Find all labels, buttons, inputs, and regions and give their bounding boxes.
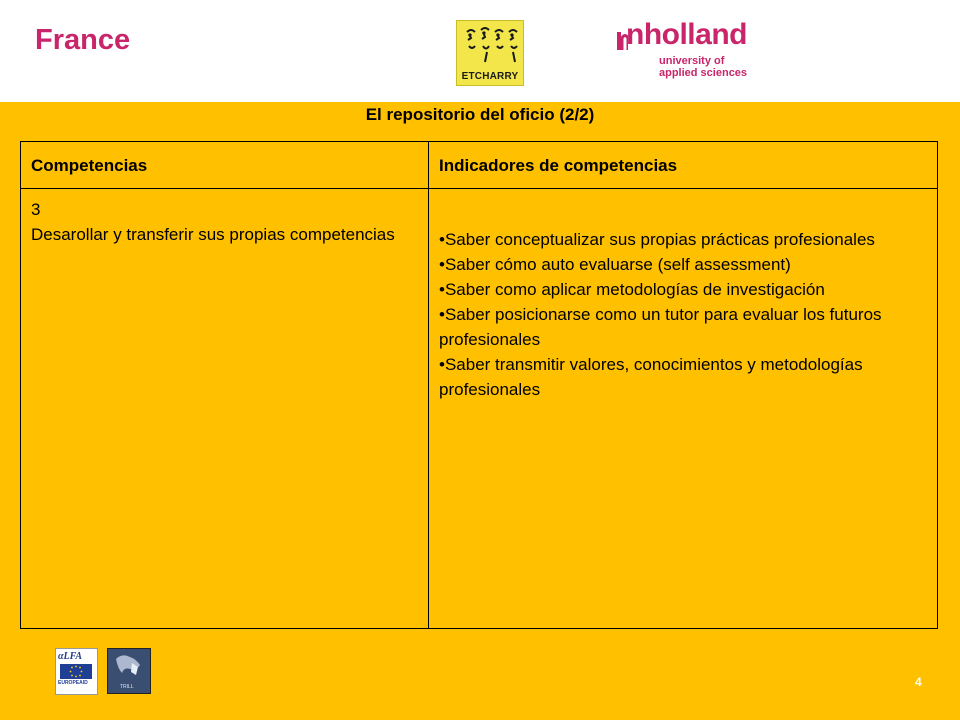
header-band [0,0,960,102]
column-header-competencias: Competencias [21,142,429,189]
trill-logo [107,648,151,694]
etcharry-logo [456,20,524,86]
indicators-cell [429,189,938,629]
etcharry-faces-icon [461,24,521,68]
globe-icon [108,649,150,683]
trill-logo-text: TRILL [120,684,134,690]
indicator-item: •Saber cómo auto evaluarse (self assessment) [439,255,791,274]
competency-cell [21,189,429,629]
etcharry-logo-text: ETCHARRY [461,71,519,82]
page-title: France [35,24,131,56]
table-header-row [21,142,938,189]
alfa-logo-subtitle: EUROPEAID [58,680,88,686]
competency-number: 3 [31,200,41,219]
indicator-item: •Saber posicionarse como un tutor para evaluar los futuros profesionales [439,305,882,349]
inholland-sub-line: university of [659,55,725,67]
inholland-sub-line: applied sciences [659,67,748,79]
competency-table [20,141,938,629]
indicator-item: •Saber como aplicar metodologías de investigación [439,280,825,299]
inholland-logo-text: nholland [626,18,747,51]
eu-flag-icon [60,664,92,679]
column-header-indicadores: Indicadores de competencias [429,142,938,189]
alfa-europeaid-logo [55,648,98,695]
indicator-item: •Saber conceptualizar sus propias prácticas profesionales [439,230,875,249]
indicator-item: •Saber transmitir valores, conocimientos y metodologías profesionales [439,355,863,399]
alfa-logo-text: αLFA [58,651,83,662]
inholland-logo-subtitle [659,55,747,79]
table-row [21,189,938,629]
page-number: 4 [915,675,922,689]
competency-text: Desarollar y transferir sus propias competencias [31,225,395,244]
table-caption: El repositorio del oficio (2/2) [365,105,595,124]
inholland-logo [616,18,756,88]
